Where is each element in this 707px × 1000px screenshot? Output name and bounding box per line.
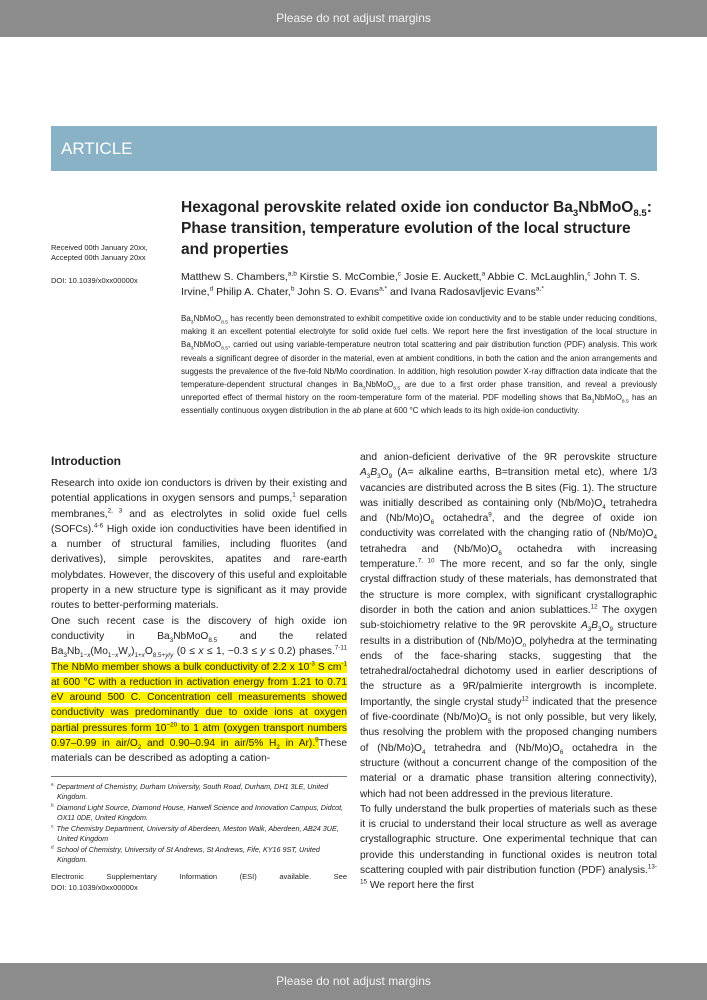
affiliation-item: $^{d.}$ School of Chemistry, University of St Andrews, St Andrews, Fife, KY16 9ST, United Kingdom. (51, 844, 320, 864)
affiliation-item: $^{b.}$ Diamond Light Source, Diamond House, Harwell Science and Innovation Campus, Didcot, OX11 0DE, United Kingdom. (51, 802, 344, 822)
paragraph: and anion-deficient derivative of the 9R perovskite structure $A_3B_3O_9$ (A= alkaline earths, B=transition metal etc), where 1/3 vacancies are distributed across the B sites (Fig. 1). The structure was initially described as containing only $(Nb/Mo)O_4$ tetrahedra and $(Nb/Mo)O_6$ octahedra$^9$, and the degree of oxide ion conductivity was correlated with the changing ratio of $(Nb/Mo)O_4$ tetrahedra and $(Nb/Mo)O_6$ octahedra with increasing temperature.$^{7, 10}$ The more recent, and so far the only, single crystal diffraction study of these materials, has demonstrated that the structure is more complex, with significant crystallographic disorder in both the cation and anion sublattices.$^{12}$ The oxygen sub-stoichiometry relative to the 9R perovskite $A_3B_3O_9$ structure results in a distribution of $(Nb/Mo)O_n$ polyhedra at the terminating ends of the face-sharing stacks, suggesting that the tetrahedral/octahedral dichotomy used in earlier descriptions of the structure as a 9R/palmierite intergrowth is incomplete. Importantly, the single crystal study$^{12}$ indicated that the presence of five-coordinate $(Nb/Mo)O_5$ is not only possible, but very likely, thus resolving the problem with the proposed changing numbers of $(Nb/Mo)O_4$ tetrahedra and $(Nb/Mo)O_6$ octahedra in the structure (without a concurrent change of the composition of the material or a dramatic phase transition altering connectivity), which had not been addressed in the previous literature. (360, 452, 658, 800)
abstract: $Ba_3NbMoO_{8.5}$ has recently been demonstrated to exhibit competitive oxide ion conductivity and to be stable under reducing conditions, making it an excellent potential electrolyte for solid oxide fuel cells. We report here the first investigation of the local structure in $Ba_3NbMoO_{8.5}$, carried out using variable-temperature neutron total scattering and pair distribution function (PDF) analysis. This work reveals a significant degree of disorder in the material, even at ambient conditions, in both the cation and the anion arrangements and suggests the prevalence of the five-fold Nb/Mo coordination. In addition, high resolution powder X-ray diffraction data indicate that the temperature-dependent structural changes in $Ba_3NbMoO_{8.5}$ are due to a first order phase transition, and reveal a previously unreported effect of thermal history on the room-temperature form of the material. PDF modelling shows that $Ba_3NbMoO_{8.5}$ has an essentially continuous oxygen distribution in the ab plane at 600 °C which leads to its high oxide-ion conductivity. (181, 314, 657, 416)
article-section-label: ARTICLE (51, 126, 657, 171)
author: Kirstie S. McCombie, (296, 271, 398, 283)
author: Abbie C. McLaughlin, (485, 271, 588, 283)
paragraph: Research into oxide ion conductors is driven by their existing and potential applications in oxygen sensors and pumps,$^1$ separation membranes,$^{2, 3}$ and as electrolytes in solid oxide fuel cells (SOFCs).$^{4-6}$ High oxide ion conductivities have been identified in a number of structural families, including fluorites (and derivatives), simple perovskites, apatites and rare-earth molybdates. However, the discovery of this useful and exploitable property in a new structure type is significant as it may provide routes to better-performing materials. (51, 478, 348, 612)
doi-left: DOI: 10.1039/x0xx00000x (51, 276, 138, 285)
author-list: Matthew S. Chambers,$^{a,b}$ Kirstie S. McCombie,$^c$ Josie E. Auckett,$^a$ Abbie C. McLaughlin,$^c$ John T. S. Irvine,$^d$ Philip A. Chater,$^b$ John S. O. Evans$^{a,*}$ and Ivana Radosavljevic Evans$^{a,*}$ (181, 270, 641, 298)
body-column-left (51, 476, 347, 767)
paper-title: Hexagonal perovskite related oxide ion conductor $Ba_3NbMoO_{8.5}$: Phase transition, temperature evolution of the local structure and properties (181, 199, 652, 258)
formula: $Ba_3NbMoO_{8.5}$ (181, 314, 229, 326)
received-date: Received 00th January 20xx, (51, 243, 148, 252)
margin-notice-top: Please do not adjust margins (0, 0, 707, 37)
formula: $Ba_3NbMoO_{8.5}$ (181, 340, 229, 352)
author: Philip A. Chater, (213, 286, 291, 298)
affiliation-item: $^{a.}$ Department of Chemistry, Durham University, South Road, Durham, DH1 3LE, United Kingdom. (51, 781, 329, 801)
paragraph: To fully understand the bulk properties of materials such as these it is crucial to understand their local structure as well as average crystallographic structure. One experimental technique that can provide this understanding in functional oxides is neutron total scattering coupled with pair distribution function (PDF) analysis.$^{13-15}$ We report here the first (360, 803, 657, 892)
highlighted-text: The NbMo member shows a bulk conductivity of 2.2 x $10^{-3}$ S $cm^{-1}$ at 600 °C with a reduction in activation energy from 1.21 to 0.71 eV around 500 C. Concentration cell measurements showed conductivity was predominantly due to oxide ions at oxygen partial pressures form $10^{-20}$ to 1 atm (oxygen transport numbers 0.97–0.99 in air/$O_2$ and 0.90–0.94 in air/5% $H_2$ in Ar).$^9$ (51, 660, 347, 752)
footnote-divider (51, 776, 347, 777)
formula: $Ba_3NbMoO_{8.5}$ (581, 393, 629, 405)
esi-note: Electronic Supplementary Information (ESI) available. See DOI: 10.1039/x0xx00000x (51, 872, 347, 892)
accepted-date: Accepted 00th January 20xx (51, 253, 146, 262)
margin-notice-bottom: Please do not adjust margins (0, 963, 707, 1000)
introduction-heading: Introduction (51, 454, 121, 468)
author: John S. O. Evans (294, 286, 380, 298)
author: Josie E. Auckett, (401, 271, 482, 283)
author: John T. S. Irvine, (181, 271, 641, 298)
body-column-right (360, 450, 657, 894)
affiliation-item: $^{c.}$ The Chemistry Department, University of Aberdeen, Meston Walk, Aberdeen, AB24 3UE, United Kingdom (51, 823, 339, 843)
paragraph: One such recent case is the discovery of high oxide ion conductivity in $Ba_3NbMoO_{8.5}$ and the related $Ba_3Nb_{1-x}(Mo_{1-x}W_x)_{1+x}O_{8.5+y/y}$ (0 ≤ x ≤ 1, −0.3 ≤ y ≤ 0.2) phases.$^{7-11}$ The NbMo member shows a bulk conductivity of 2.2 x $10^{-3}$ S $cm^{-1}$ at 600 °C with a reduction in activation energy from 1.21 to 0.71 eV around 500 C. Concentration cell measurements showed conductivity was predominantly due to oxide ions at oxygen partial pressures form $10^{-20}$ to 1 atm (oxygen transport numbers 0.97–0.99 in air/$O_2$ and 0.90–0.94 in air/5% $H_2$ in Ar).$^9$These materials can be described as adopting a cation- (51, 615, 347, 765)
author: Matthew S. Chambers, (181, 271, 288, 283)
formula: $Ba_3NbMoO_{8.5}$ (353, 380, 401, 392)
affiliations (51, 782, 347, 866)
author: and Ivana Radosavljevic Evans (387, 286, 536, 298)
